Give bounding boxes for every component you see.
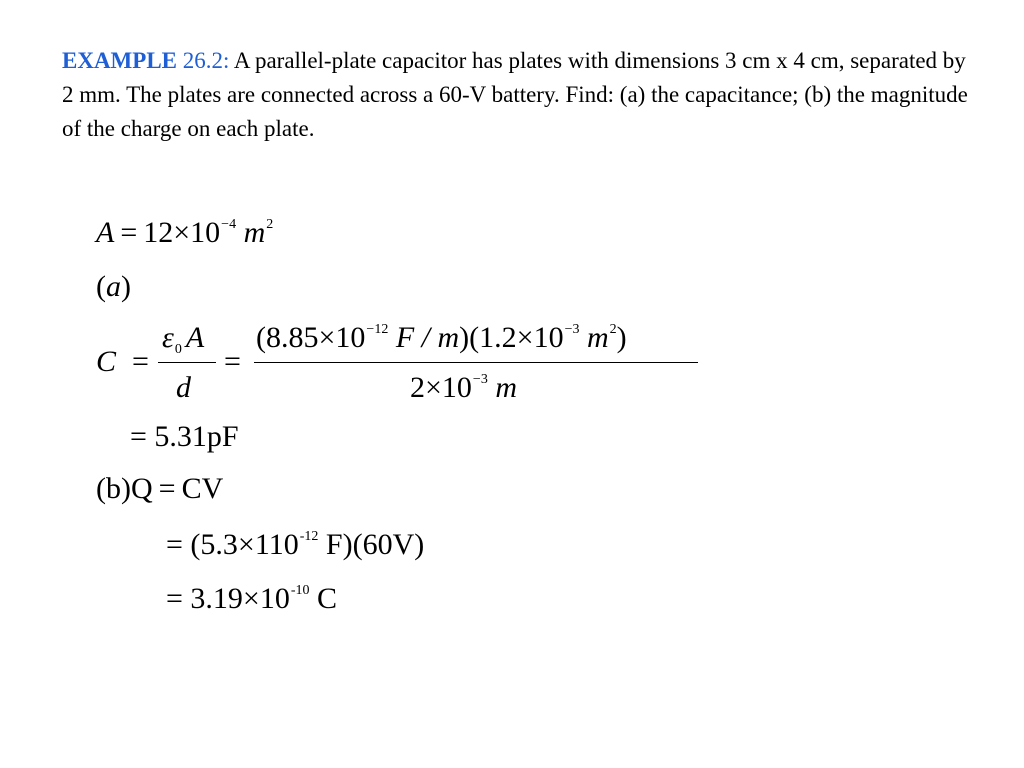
capacitance-equals-1	[132, 347, 149, 377]
sub-base: 110	[254, 528, 299, 561]
example-number: 26.2:	[182, 48, 230, 73]
times-sign: ×	[425, 371, 442, 404]
epsilon-symbol: ε	[162, 321, 174, 354]
area-coefficient: 12	[143, 216, 174, 249]
part-b-label: (b)Q	[96, 472, 153, 505]
area-unit-exponent: 2	[266, 217, 274, 232]
charge-substitution	[166, 530, 424, 560]
num-area-value: )(1.2	[459, 321, 517, 354]
part-a-letter: a	[106, 270, 121, 303]
equals-sign: =	[120, 216, 138, 249]
times-sign: ×	[242, 582, 260, 615]
num-close-paren: )	[616, 321, 627, 354]
problem-statement	[62, 44, 972, 146]
charge-formula: CV	[181, 472, 224, 505]
part-a-open: (	[96, 270, 106, 303]
charge-unit: C	[317, 582, 338, 615]
area-equation	[96, 218, 273, 248]
den-unit: m	[495, 371, 517, 404]
num-permittivity-value: (8.85	[256, 321, 319, 354]
equals-sign: =	[132, 345, 149, 378]
num-base-2: 10	[533, 321, 564, 354]
charge-base: 10	[259, 582, 290, 615]
epsilon-subscript: 0	[174, 342, 182, 357]
area-base: 10	[190, 216, 221, 249]
den-coefficient: 2	[410, 371, 425, 404]
equals-sign: =	[158, 472, 176, 505]
big-fraction-numerator	[256, 323, 627, 353]
num-base-1: 10	[335, 321, 366, 354]
capacitance-value: 5.31pF	[154, 420, 239, 453]
charge-exponent: -10	[290, 583, 310, 598]
equals-sign: =	[224, 345, 241, 378]
num-unit-2-exponent: 2	[609, 322, 617, 337]
part-a-close: )	[121, 270, 131, 303]
charge-result	[166, 584, 337, 614]
big-fraction-bar	[254, 362, 698, 363]
area-exponent: −4	[221, 217, 237, 232]
sub-units-voltage: F)(60V)	[325, 528, 425, 561]
numerator-area: A	[185, 321, 205, 354]
small-fraction-bar	[158, 362, 216, 363]
den-exponent: −3	[472, 372, 488, 387]
sub-capacitance: (5.3	[190, 528, 238, 561]
num-exponent-1: −12	[366, 322, 389, 337]
equals-sign: =	[166, 582, 183, 615]
capacitance-equals-2	[224, 347, 241, 377]
sub-exponent: -12	[299, 529, 319, 544]
equals-sign: =	[130, 420, 147, 453]
denominator-separation: d	[176, 371, 191, 404]
times-sign: ×	[318, 321, 336, 354]
problem-text: A parallel-plate capacitor has plates with dimensions 3 cm x 4 cm, separated by 2 mm. The plates are connected across a 60-V battery. Find: (a) the capacitance; (b) the magnitude of the charge on each plate.	[62, 48, 968, 141]
area-unit: m	[243, 216, 266, 249]
times-sign: ×	[516, 321, 534, 354]
num-unit-2: m	[586, 321, 609, 354]
part-a-label	[96, 272, 131, 302]
capacitance-symbol	[96, 347, 116, 377]
equals-sign: =	[166, 528, 183, 561]
charge-coefficient: 3.19	[190, 582, 243, 615]
small-fraction-numerator	[162, 321, 205, 357]
num-unit-1: F / m	[395, 321, 460, 354]
part-b-equation	[96, 474, 223, 504]
area-symbol: A	[96, 216, 115, 249]
capacitance-result	[130, 422, 239, 452]
times-sign: ×	[237, 528, 255, 561]
example-label: EXAMPLE	[62, 48, 177, 73]
times-sign: ×	[173, 216, 191, 249]
big-fraction-denominator	[410, 373, 517, 403]
num-exponent-2: −3	[564, 322, 580, 337]
capacitance-lhs: C	[96, 345, 117, 378]
den-base: 10	[441, 371, 472, 404]
small-fraction-denominator	[176, 373, 191, 403]
